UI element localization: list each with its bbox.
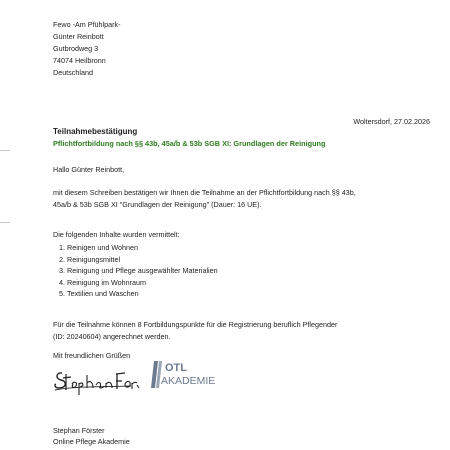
salutation: Hallo Günter Reinbott, xyxy=(53,165,125,174)
signature-graphic xyxy=(53,363,141,397)
intro-line: 45a/b & 53b SGB XI "Grundlagen der Reinigung" (Dauer: 16 UE). xyxy=(53,200,262,209)
document-title: Teilnahmebestätigung xyxy=(53,127,138,136)
list-item: 4. Reinigung im Wohnraum xyxy=(67,277,218,289)
signer-name: Stephan Förster xyxy=(53,426,105,435)
fold-mark xyxy=(0,150,10,151)
list-item: 1. Reinigen und Wohnen xyxy=(67,242,218,254)
fold-mark xyxy=(0,222,10,223)
intro-line: mit diesem Schreiben bestätigen wir Ihnen die Teilnahme an der Pflichtfortbildung nach §§ 43b, xyxy=(53,188,356,197)
otl-akademie-logo xyxy=(148,358,220,397)
contents-list xyxy=(53,242,218,300)
signature xyxy=(53,363,141,402)
place-date: Woltersdorf, 27.02.2026 xyxy=(353,117,430,126)
list-item: 2. Reinigungsmittel xyxy=(67,254,218,266)
list-item: 5. Textilien und Waschen xyxy=(67,288,218,300)
logo-bottom-text: AKADEMIE xyxy=(161,375,216,387)
address-line: Fewo -Am Pfühlpark- xyxy=(53,20,121,29)
closing: Mit freundlichen Grüßen xyxy=(53,351,131,360)
address-line: Günter Reinbott xyxy=(53,32,104,41)
signer-org: Online Pflege Akademie xyxy=(53,437,130,446)
points-line: Für die Teilnahme können 8 Fortbildungspunkte für die Registrierung beruflich Pflegender xyxy=(53,320,338,329)
contents-intro: Die folgenden Inhalte wurden vermittelt: xyxy=(53,230,180,239)
address-line: Gutbrodweg 3 xyxy=(53,44,99,53)
address-line: Deutschland xyxy=(53,68,93,77)
document-subtitle: Pflichtfortbildung nach §§ 43b, 45a/b & 53b SGB XI: Grundlagen der Reinigung xyxy=(53,139,326,148)
points-line: (ID: 20240604) angerechnet werden. xyxy=(53,332,171,341)
address-line: 74074 Heilbronn xyxy=(53,56,106,65)
list-item: 3. Reinigung und Pflege ausgewählter Materialien xyxy=(67,265,218,277)
logo-graphic xyxy=(148,358,220,392)
logo-top-text: OTL xyxy=(165,362,187,374)
